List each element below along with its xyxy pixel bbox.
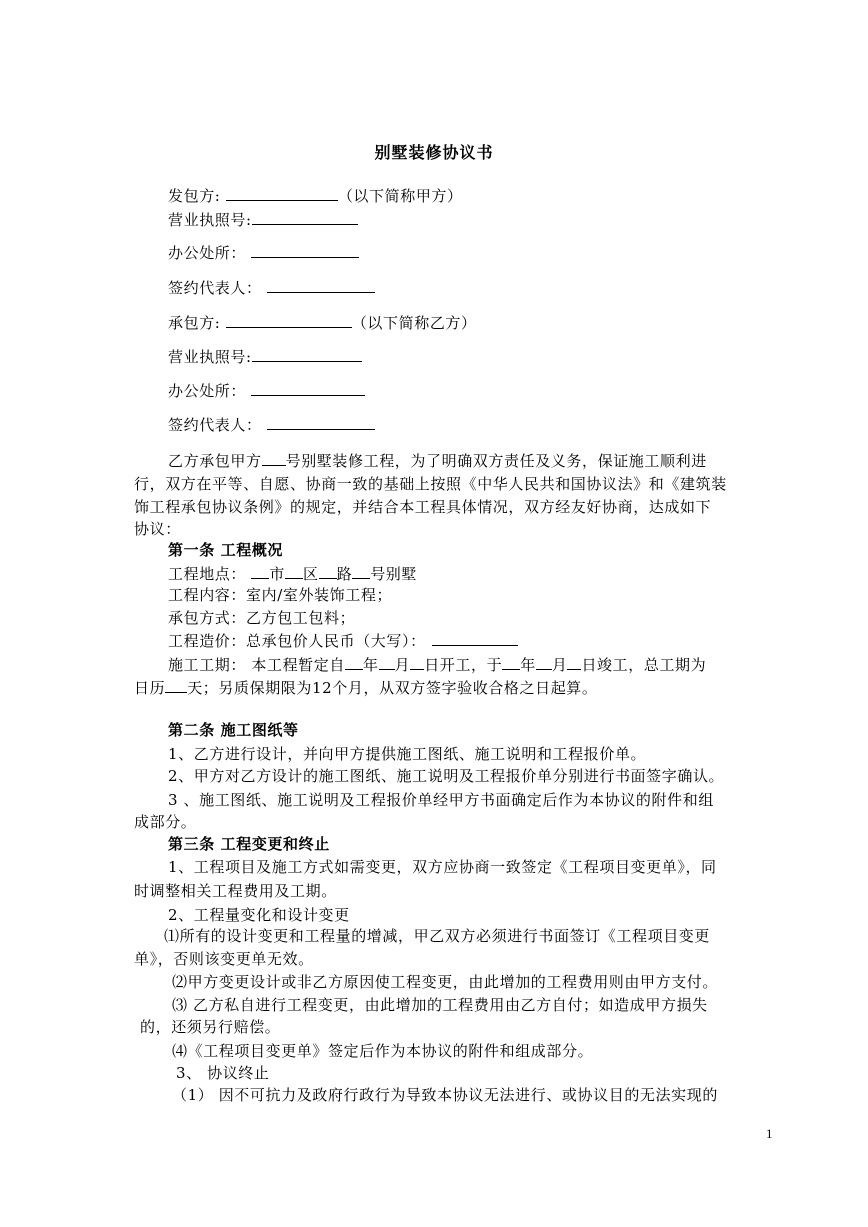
city-blank <box>251 563 269 579</box>
preamble-text: 乙方承包甲方 <box>168 452 262 470</box>
preamble-line-4: 协议： <box>134 520 181 538</box>
total-days-blank <box>165 677 187 693</box>
start-year-blank <box>345 654 363 670</box>
end-day-blank <box>567 654 581 670</box>
period-text: 日历 <box>134 679 166 697</box>
period-text: 年 <box>362 656 379 674</box>
rep-a-blank <box>267 277 375 293</box>
price-label: 工程造价：总承包价人民币（大写）： <box>168 632 426 650</box>
document-title: 别墅装修协议书 <box>374 143 494 162</box>
article-2-item-3-cont: 成部分。 <box>134 813 197 831</box>
rep-a-line <box>168 277 375 298</box>
content-line: 工程内容：室内/室外装饰工程； <box>168 586 393 604</box>
license-a-label: 营业执照号: <box>168 211 252 229</box>
party-b-note: （以下简称乙方） <box>351 314 477 332</box>
preamble-line-2: 行，双方在平等、自愿、协商一致的基础上按照《中华人民共和国协议法》和《建筑装 <box>134 475 727 493</box>
office-b-line <box>168 380 365 401</box>
license-b-blank <box>252 346 362 362</box>
price-line <box>168 630 518 651</box>
period-text: 月 <box>551 656 568 674</box>
article-3-sub-2: ⑵甲方变更设计或非乙方原因使工程变更，由此增加的工程费用则由甲方支付。 <box>172 973 719 991</box>
license-a-blank <box>252 209 358 225</box>
period-text: 年 <box>520 656 536 674</box>
article-3-heading: 第三条 工程变更和终止 <box>168 835 330 853</box>
preamble-text: 号别墅装修工程，为了明确双方责任及义务，保证施工顺利进 <box>285 452 707 470</box>
road-blank <box>319 563 337 579</box>
article-2-item-1: 1、乙方进行设计，并向甲方提供施工图纸、施工说明和工程报价单。 <box>168 745 647 763</box>
period-text: 日开工，于 <box>424 656 503 674</box>
end-year-blank <box>502 654 520 670</box>
article-2-item-3: 3 、施工图纸、施工说明及工程报价单经甲方书面确定后作为本协议的附件和组 <box>168 791 714 809</box>
preamble-line-3: 饰工程承包协议条例》的规定，并结合本工程具体情况，双方经友好协商，达成如下 <box>134 498 712 516</box>
site-label: 工程地点： <box>168 565 252 583</box>
district-blank <box>285 563 303 579</box>
article-2-item-2: 2、甲方对乙方设计的施工图纸、施工说明及工程报价单分别进行书面签字确认。 <box>168 767 725 785</box>
district-label: 区 <box>302 565 319 583</box>
party-b-blank <box>226 312 352 328</box>
number-blank <box>352 563 370 579</box>
office-b-blank <box>251 380 365 396</box>
office-b-label: 办公处所： <box>168 382 252 400</box>
preamble-line-1 <box>168 450 707 471</box>
office-a-label: 办公处所： <box>168 244 252 262</box>
start-day-blank <box>410 654 424 670</box>
article-3-item-2: 2、工程量变化和设计变更 <box>168 906 350 924</box>
article-3-item-3: 3、 协议终止 <box>176 1064 270 1082</box>
article-3-sub-3-cont: 的，还须另行赔偿。 <box>140 1018 281 1036</box>
period-text: 天；另质保期限为12个月，从双方签字验收合格之日起算。 <box>187 679 598 697</box>
article-3-sub-3: ⑶ 乙方私自进行工程变更，由此增加的工程费用由乙方自付；如造成甲方损失 <box>172 996 708 1014</box>
article-3-term-1: （1） 因不可抗力及政府行政行为导致本协议无法进行、或协议目的无法实现的 <box>172 1086 718 1104</box>
party-a-line <box>168 185 463 206</box>
villa-label: 号别墅 <box>370 565 418 583</box>
site-line <box>168 563 417 584</box>
page-number: 1 <box>766 1126 773 1141</box>
price-blank <box>432 630 518 646</box>
article-3-sub-1-cont: 单》，否则该变更单无效。 <box>134 950 314 968</box>
article-3-item-1-cont: 时调整相关工程费用及工期。 <box>134 882 337 900</box>
period-line-2 <box>134 677 598 698</box>
rep-b-label: 签约代表人： <box>168 416 267 434</box>
period-text: 施工工期： 本工程暂定自 <box>168 656 345 674</box>
party-a-blank <box>226 185 338 201</box>
license-b-line <box>168 346 362 367</box>
end-month-blank <box>536 654 552 670</box>
article-2-heading: 第二条 施工图纸等 <box>168 721 299 739</box>
city-label: 市 <box>269 565 285 583</box>
road-label: 路 <box>336 565 353 583</box>
party-a-note: （以下简称甲方） <box>337 187 463 205</box>
article-3-sub-1: ⑴所有的设计变更和工程量的增减，甲乙双方必须进行书面签订《工程项目变更 <box>164 927 711 945</box>
party-a-label: 发包方: <box>168 187 226 205</box>
office-a-blank <box>251 242 359 258</box>
article-3-item-1: 1、工程项目及施工方式如需变更，双方应协商一致签定《工程项目变更单》，同 <box>168 858 717 876</box>
party-b-label: 承包方: <box>168 314 226 332</box>
rep-a-label: 签约代表人： <box>168 279 267 297</box>
start-month-blank <box>379 654 395 670</box>
license-a-line <box>168 209 358 230</box>
mode-line: 承包方式：乙方包工包料； <box>168 609 356 627</box>
period-text: 日竣工，总工期为 <box>581 656 707 674</box>
license-b-label: 营业执照号: <box>168 348 252 366</box>
party-b-line <box>168 312 477 333</box>
article-3-sub-4: ⑷《工程项目变更单》签定后作为本协议的附件和组成部分。 <box>172 1042 594 1060</box>
rep-b-blank <box>267 414 375 430</box>
article-1-heading: 第一条 工程概况 <box>168 541 284 559</box>
villa-number-blank <box>262 450 286 466</box>
period-text: 月 <box>394 656 411 674</box>
rep-b-line <box>168 414 375 435</box>
office-a-line <box>168 242 359 263</box>
period-line-1 <box>168 654 706 675</box>
